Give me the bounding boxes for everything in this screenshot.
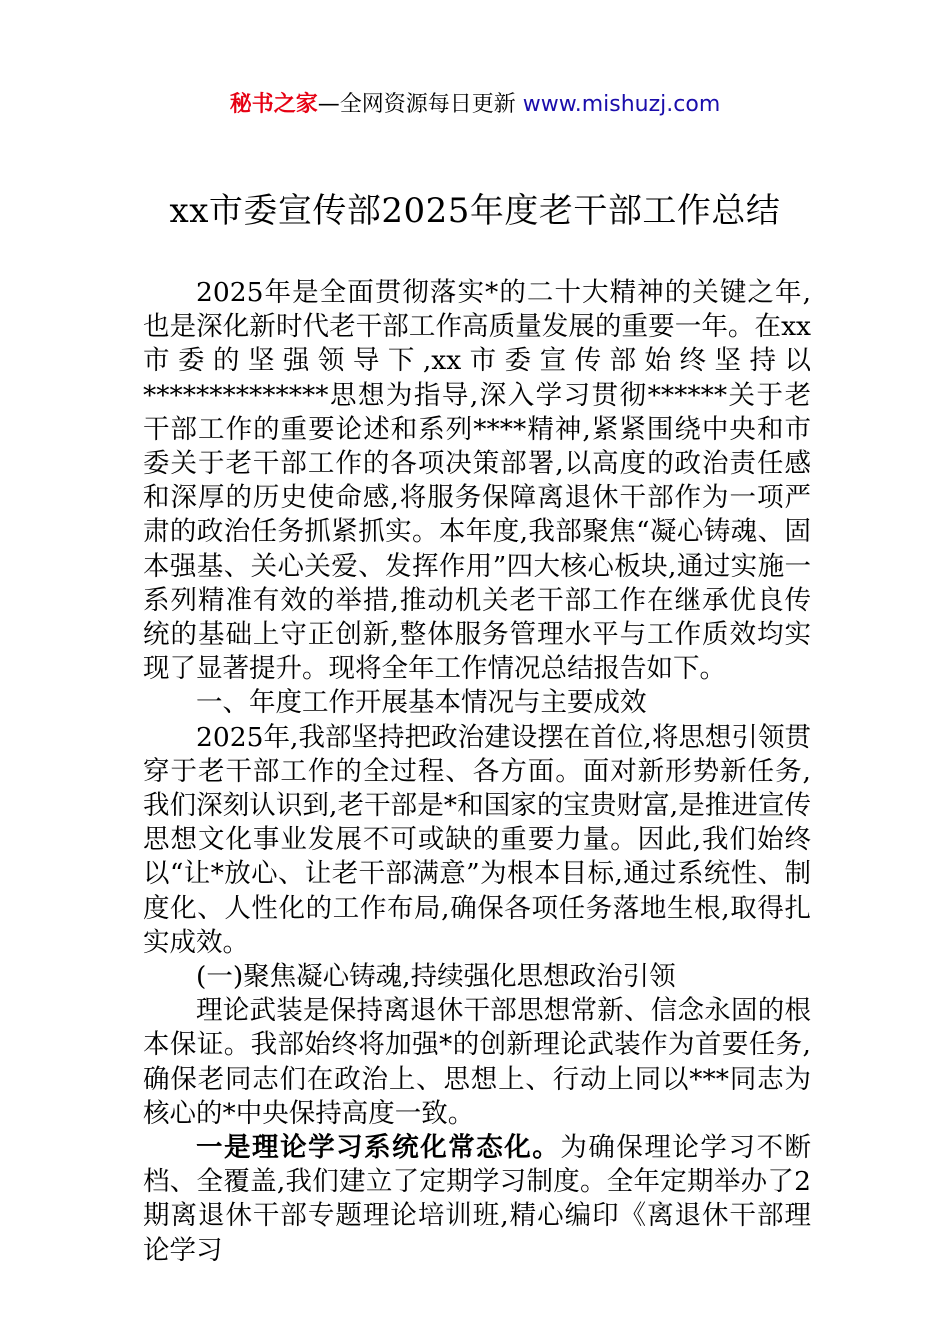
site-banner bbox=[0, 88, 950, 122]
document-title: xx市委宣传部2025年度老干部工作总结 bbox=[169, 191, 781, 231]
section-1-paragraph: 2025年,我部坚持把政治建设摆在首位,将思想引领贯穿于老干部工作的全过程、各方面。面对新形势新任务,我们深刻认识到,老干部是*和国家的宝贵财富,是推进宣传思想文化事业发展不可或缺的重要力量。因此,我们始终以“让*放心、让老干部满意”为根本目标,通过系统性、制度化、人性化的工作布局,确保各项任务落地生根,取得扎实成效。 bbox=[143, 721, 811, 958]
section-heading-1: 一、年度工作开展基本情况与主要成效 bbox=[196, 687, 647, 719]
banner-tagline: —全网资源每日更新 bbox=[317, 92, 523, 117]
item-lead-text: 一是理论学习系统化常态化。 bbox=[196, 1132, 561, 1164]
subsection-heading-1: (一)聚焦凝心铸魂,持续强化思想政治引领 bbox=[196, 961, 676, 993]
item-body-text: 为确保理论学习不断档、全覆盖,我们建立了定期学习制度。全年定期举办了2期离退休干部专题理论培训班,精心编印《离退休干部理论学习 bbox=[143, 1132, 812, 1266]
item-paragraph-1 bbox=[143, 1131, 811, 1268]
site-url-link[interactable]: www.mishuzj.com bbox=[522, 92, 721, 117]
intro-paragraph: 2025年是全面贯彻落实*的二十大精神的关键之年,也是深化新时代老干部工作高质量发展的重要一年。在xx市委的坚强领导下,xx市委宣传部始终坚持以**************思想为指导,深入学习贯彻******关于老干部工作的重要论述和系列****精神,紧紧围绕中央和市委关于老干部工作的各项决策部署,以高度的政治责任感和深厚的历史使命感,将服务保障离退休干部作为一项严肃的政治任务抓紧抓实。本年度,我部聚焦“凝心铸魂、固本强基、关心关爱、发挥作用”四大核心板块,通过实施一系列精准有效的举措,推动机关老干部工作在继承优良传统的基础上守正创新,整体服务管理水平与工作质效均实现了显著提升。现将全年工作情况总结报告如下。 bbox=[143, 277, 811, 685]
subsection-1-paragraph: 理论武装是保持离退休干部思想常新、信念永固的根本保证。我部始终将加强*的创新理论武装作为首要任务,确保老同志们在政治上、思想上、行动上同以***同志为核心的*中央保持高度一致。 bbox=[143, 995, 811, 1129]
document-body bbox=[143, 276, 811, 1268]
brand-name: 秘书之家 bbox=[229, 92, 318, 117]
